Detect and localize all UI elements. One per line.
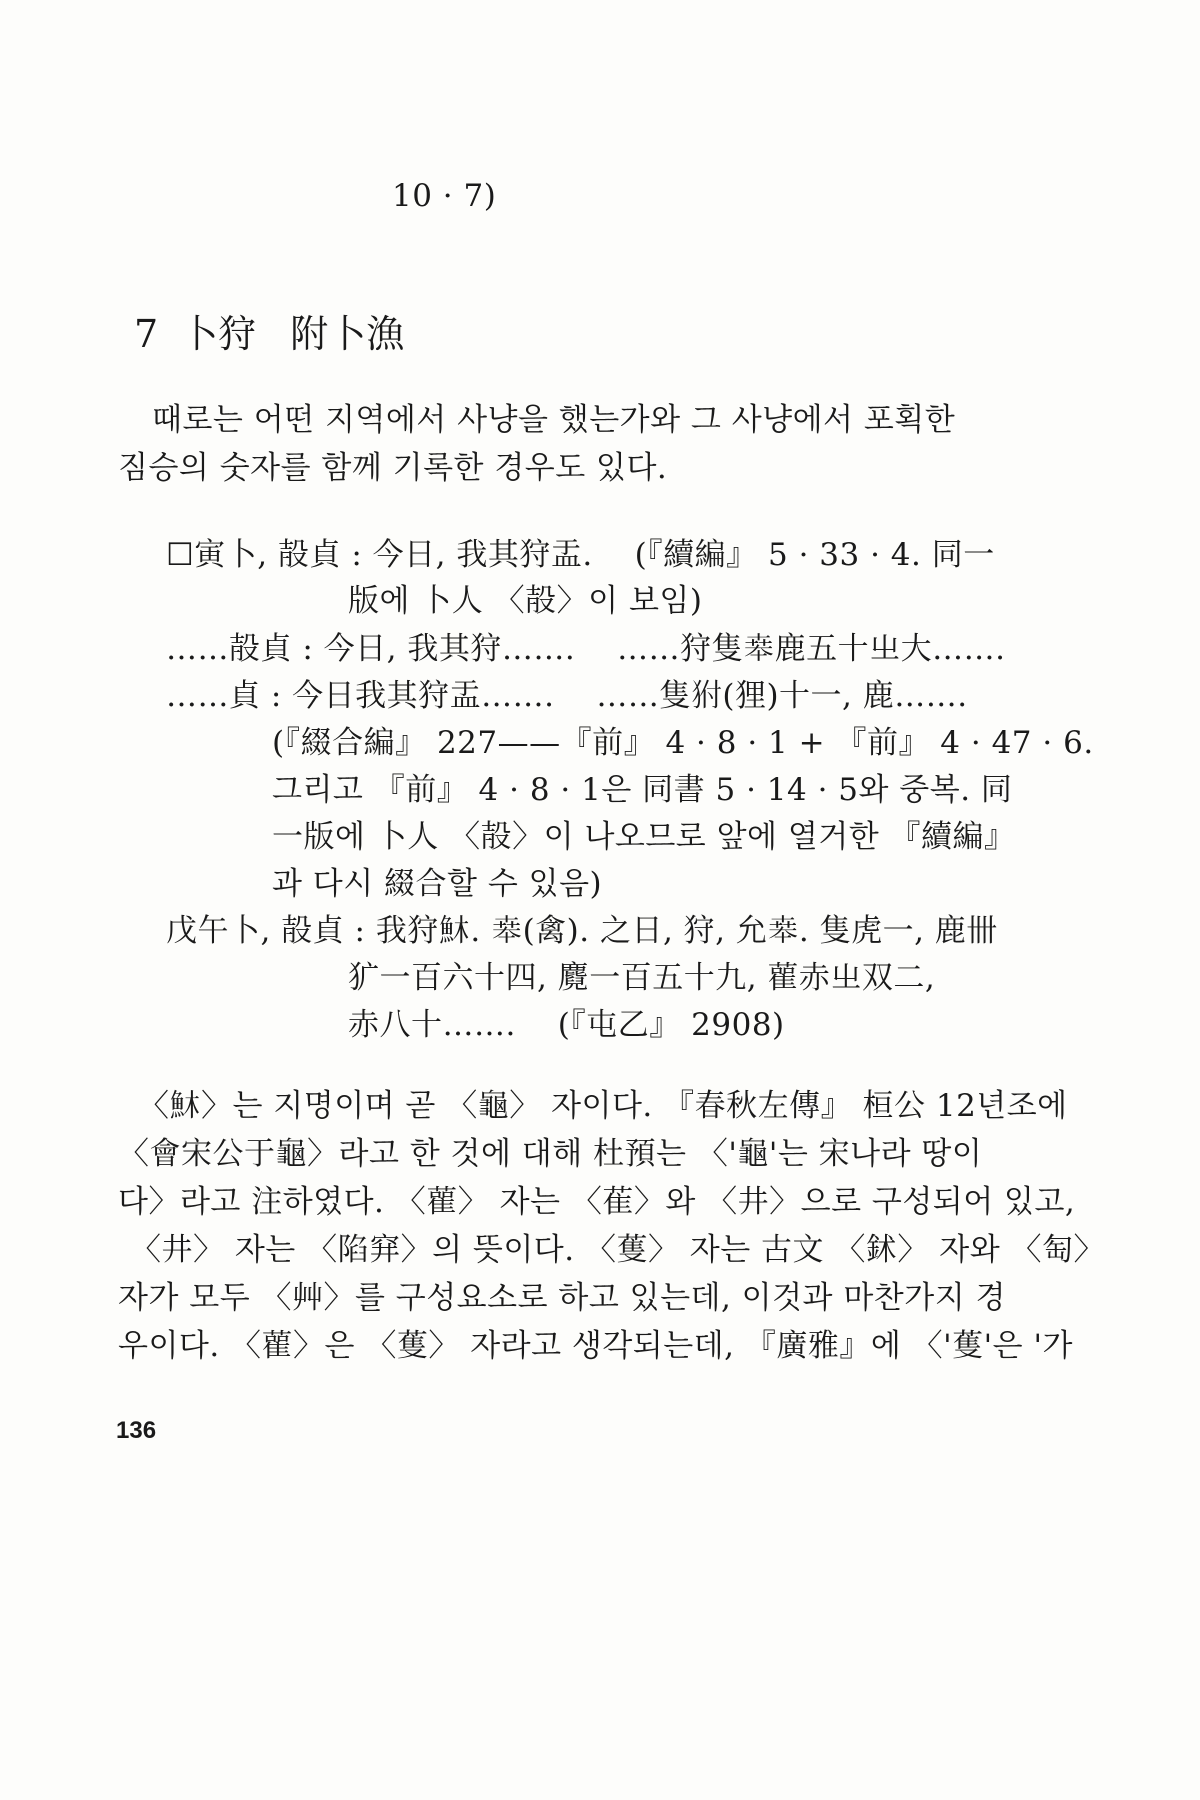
inscription-line: ……㱿貞 : 今日, 我其狩……. ……狩隻𠦪鹿五十㞢大……. xyxy=(166,631,1006,667)
commentary-line: 우이다. 〈雚〉은 〈蒦〉 자라고 생각되는데, 『廣雅』에 〈'蒦'은 '가 xyxy=(118,1328,1073,1364)
top-fragment: 10 · 7) xyxy=(392,178,497,214)
commentary-line: 다〉라고 注하였다. 〈雚〉 자는 〈萑〉와 〈井〉으로 구성되어 있고, xyxy=(118,1184,1076,1220)
commentary-line: 〈𩵦〉는 지명이며 곧 〈龜〉 자이다. 『春秋左傳』 桓公 12년조에 xyxy=(138,1088,1068,1124)
commentary-line: 자가 모두 〈艸〉를 구성요소로 하고 있는데, 이것과 마찬가지 경 xyxy=(118,1280,1006,1316)
inscription-line: 그리고 『前』 4 · 8 · 1은 同書 5 · 14 · 5와 중복. 同 xyxy=(272,772,1013,808)
inscription-line: 一版에 卜人 〈㱿〉이 나오므로 앞에 열거한 『續編』 xyxy=(272,819,1016,855)
intro-line: 때로는 어떤 지역에서 사냥을 했는가와 그 사냥에서 포획한 xyxy=(152,402,956,438)
inscription-line: 版에 卜人 〈㱿〉이 보임) xyxy=(348,583,703,619)
inscription-line: ☐寅卜, 㱿貞 : 今日, 我其狩盂. (『續編』 5 · 33 · 4. 同一 xyxy=(166,537,995,573)
inscription-line: 犷一百六十四, 麑一百五十九, 雚赤㞢双二, xyxy=(348,960,936,996)
section-heading xyxy=(134,310,404,358)
inscription-line: 과 다시 綴合할 수 있음) xyxy=(272,866,603,902)
section-title: 卜狩 xyxy=(180,312,257,356)
commentary-line: 〈會宋公于龜〉라고 한 것에 대해 杜預는 〈'龜'는 宋나라 땅이 xyxy=(118,1136,983,1172)
commentary-line: 〈井〉 자는 〈陷穽〉의 뜻이다. 〈蒦〉 자는 古文 〈鉥〉 자와 〈匋〉 xyxy=(130,1232,1105,1268)
intro-line: 짐승의 숫자를 함께 기록한 경우도 있다. xyxy=(118,450,668,486)
inscription-line: 赤八十……. (『屯乙』 2908) xyxy=(348,1007,785,1043)
section-subtitle: 附卜漁 xyxy=(290,312,405,356)
inscription-line: ……貞 : 今日我其狩盂……. ……隻𤝔(狸)十一, 鹿……. xyxy=(166,678,968,714)
inscription-line: 戊午卜, 㱿貞 : 我狩𩵦. 𠦪(禽). 之日, 狩, 允𠦪. 隻虎一, 鹿卌 xyxy=(166,913,998,949)
inscription-line: (『綴合編』 227——『前』 4 · 8 · 1 + 『前』 4 · 47 · 6. xyxy=(272,725,1094,761)
section-number: 7 xyxy=(134,312,159,356)
page-number: 136 xyxy=(116,1417,157,1444)
